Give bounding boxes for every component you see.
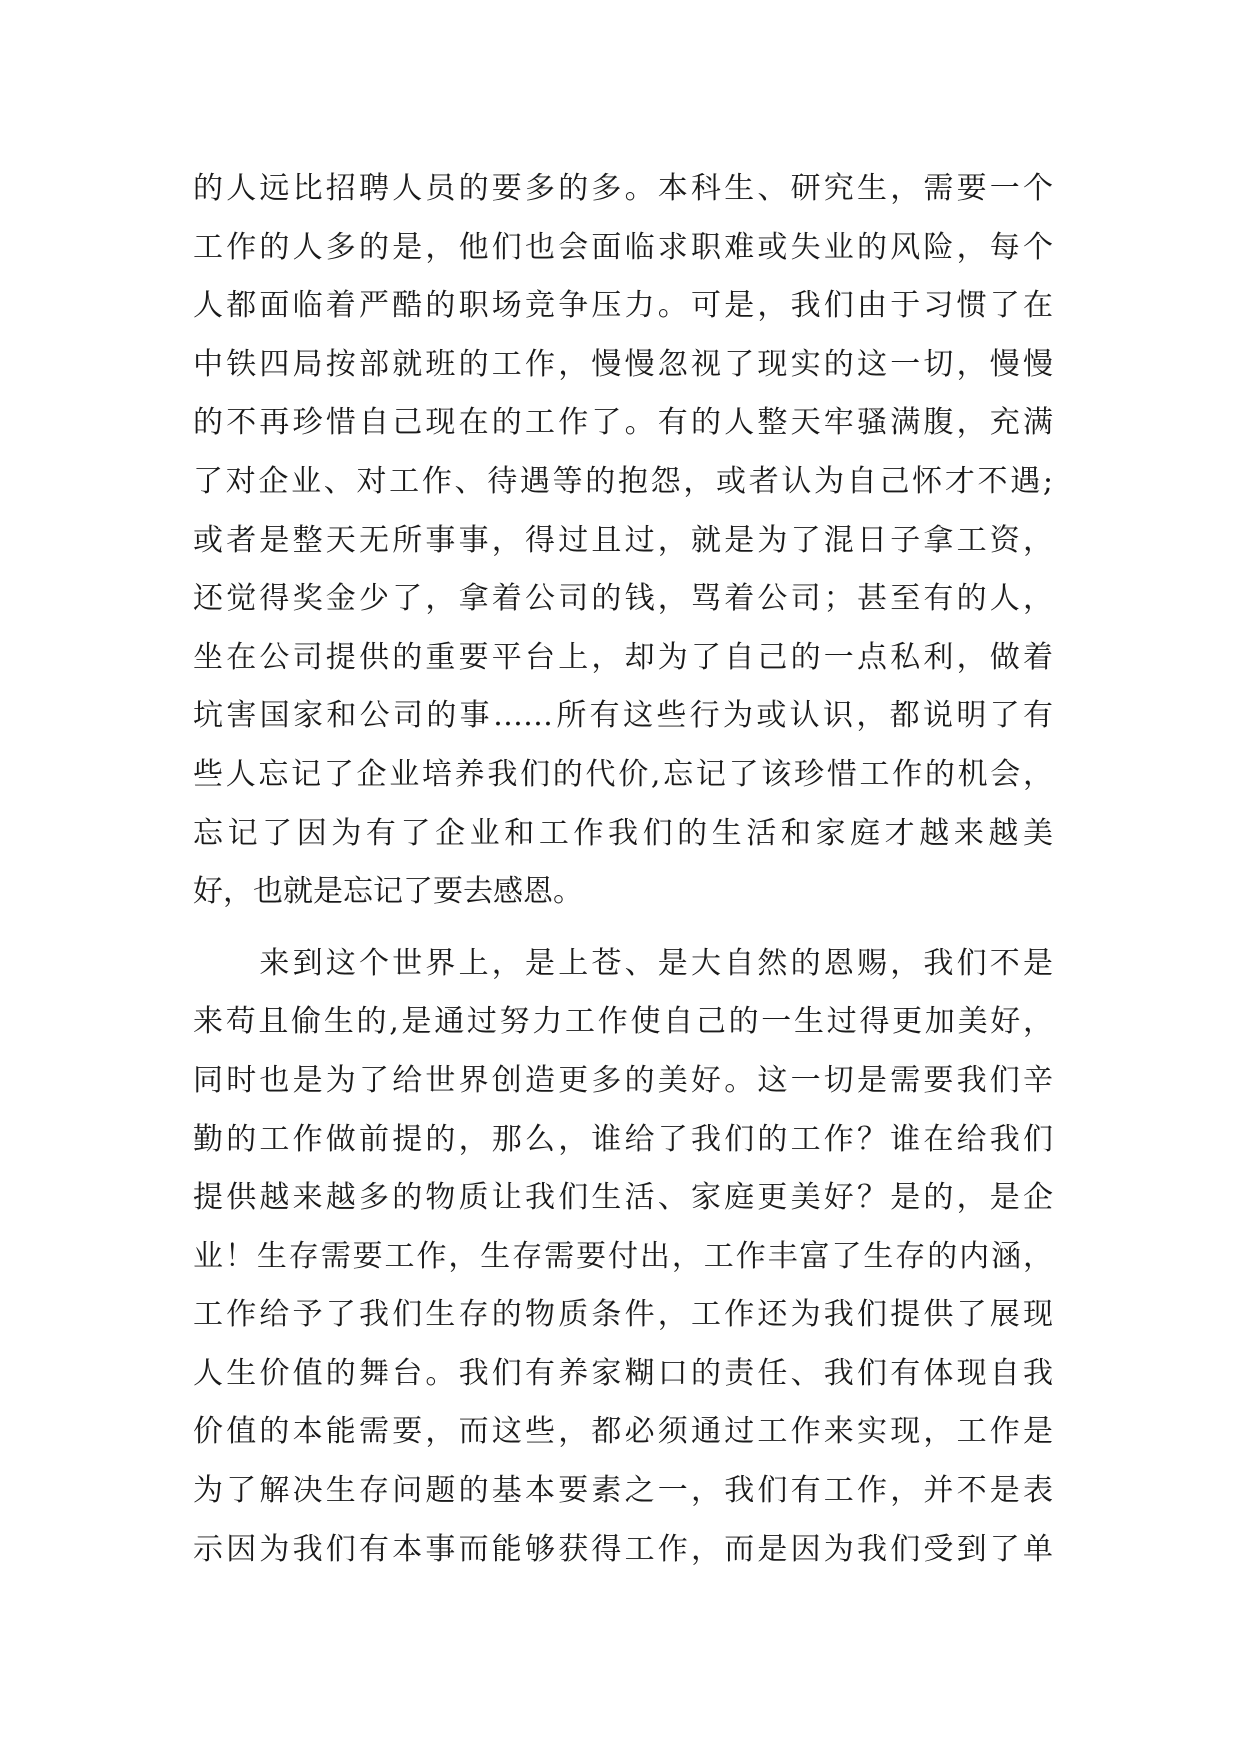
- document-body: [193, 160, 1053, 1579]
- text-line: 人生价值的舞台。我们有养家糊口的责任、我们有体现自我: [193, 1355, 1053, 1391]
- paragraph-1: [193, 160, 1053, 922]
- text-line: 些人忘记了企业培养我们的代价,忘记了该珍惜工作的机会，: [193, 756, 1053, 792]
- text-line: 或者是整天无所事事，得过且过，就是为了混日子拿工资，: [193, 522, 1053, 558]
- text-line: 的人远比招聘人员的要多的多。本科生、研究生，需要一个: [193, 171, 1053, 206]
- text-line: 的不再珍惜自己现在的工作了。有的人整天牢骚满腹，充满: [193, 405, 1053, 441]
- paragraph-2: [193, 935, 1053, 1580]
- text-line: 来苟且偷生的,是通过努力工作使自己的一生过得更加美好，: [193, 1004, 1053, 1040]
- text-line: 中铁四局按部就班的工作，慢慢忽视了现实的这一切，慢慢: [193, 346, 1053, 382]
- text-line: 勤的工作做前提的，那么，谁给了我们的工作？谁在给我们: [193, 1121, 1053, 1157]
- text-line: 业！生存需要工作，生存需要付出，工作丰富了生存的内涵，: [193, 1238, 1053, 1274]
- text-line: 坐在公司提供的重要平台上，却为了自己的一点私利，做着: [193, 639, 1053, 675]
- text-line: 了对企业、对工作、待遇等的抱怨，或者认为自己怀才不遇;: [193, 463, 1053, 499]
- text-line: 工作的人多的是，他们也会面临求职难或失业的风险，每个: [193, 229, 1053, 265]
- text-line: 价值的本能需要，而这些，都必须通过工作来实现，工作是: [193, 1414, 1053, 1450]
- text-line: 同时也是为了给世界创造更多的美好。这一切是需要我们辛: [193, 1062, 1053, 1098]
- text-line: 坑害国家和公司的事……所有这些行为或认识，都说明了有: [193, 698, 1053, 734]
- text-line: 提供越来越多的物质让我们生活、家庭更美好？是的，是企: [193, 1180, 1053, 1216]
- text-line: 示因为我们有本事而能够获得工作，而是因为我们受到了单: [193, 1531, 1053, 1567]
- text-line: 好，也就是忘记了要去感恩。: [193, 874, 583, 910]
- text-line: 来到这个世界上，是上苍、是大自然的恩赐，我们不是: [193, 945, 1053, 981]
- text-line: 为了解决生存问题的基本要素之一，我们有工作，并不是表: [193, 1473, 1053, 1509]
- text-line: 还觉得奖金少了，拿着公司的钱，骂着公司；甚至有的人，: [193, 581, 1053, 617]
- paragraph-gap: [193, 922, 1053, 935]
- text-line: 忘记了因为有了企业和工作我们的生活和家庭才越来越美: [193, 815, 1053, 851]
- text-line: 人都面临着严酷的职场竞争压力。可是，我们由于习惯了在: [193, 288, 1053, 324]
- text-line: 工作给予了我们生存的物质条件，工作还为我们提供了展现: [193, 1297, 1053, 1333]
